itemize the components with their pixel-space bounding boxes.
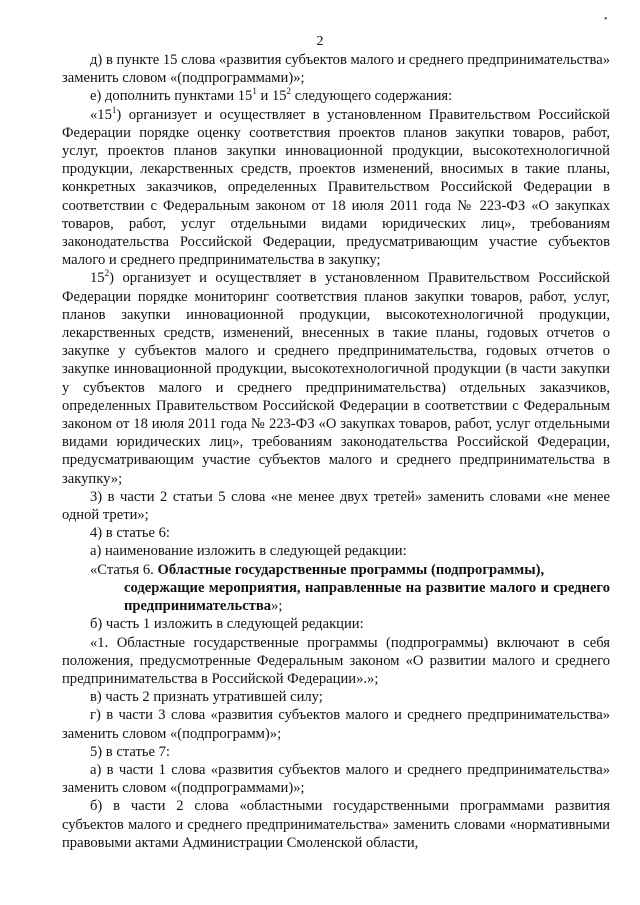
article-6-heading: «Статья 6. Областные государственные программы (подпрограммы), содержащие мероприятия, направленные на развитие малого и среднего предпринимательства»;	[90, 561, 610, 615]
paragraph-item-15-2: $15^2$) организует и осуществляет в установленном Правительством Российской Федерации порядке мониторинг соответствия планов закупки товаров, работ, услуг, планов закупки инновационной продукции, высокотехнологичной продукции, лекарственных средств, изменений, внесенных в такие планы, годовых отчетов о закупке у субъектов малого и среднего предпринимательства, годовых отчетов о закупке инновационной продукции, высокотехнологичной продукции (в части закупки у субъектов малого и среднего предпринимательства) отдельных заказчиков, определенных Правительством Российской Федерации в соответствии с Федеральным законом от 18 июля 2011 года № 223-ФЗ «О закупках товаров, работ, услуг отдельными видами юридических лиц», требованиям законодательства Российской Федерации, предусматривающим участие субъектов малого и среднего предпринимательства в закупку»;	[62, 268, 610, 487]
corner-mark: •	[604, 14, 608, 25]
paragraph-5: 5) в статье 7:	[90, 743, 170, 760]
paragraph-item-15-1: «$15^1$) организует и осуществляет в установленном Правительством Российской Федерации порядке оценку соответствия проектов планов закупки товаров, работ, услуг, проектов планов закупки инновационной продукции, высокотехнологичной продукции, лекарственных средств, проектов изменений, вносимых в такие планы, конкретных заказчиков, определенных Правительством Российской Федерации в соответствии с Федеральным законом от 18 июля 2011 года № 223-ФЗ «О закупках товаров, работ, услуг отдельными видами юридических лиц», требованиям законодательства Российской Федерации, предусматривающим участие субъектов малого и среднего предпринимательства в закупку;	[62, 104, 610, 269]
paragraph-4a: а) наименование изложить в следующей редакции:	[90, 543, 407, 560]
paragraph-d: д) в пункте 15 слова «развития субъектов малого и среднего предпринимательства» заменить словом «(подпрограммами)»;	[62, 52, 610, 87]
paragraph-4: 4) в статье 6:	[90, 525, 170, 542]
paragraph-4b: б) часть 1 изложить в следующей редакции:	[90, 616, 364, 633]
paragraph-4b-text: «1. Областные государственные программы (подпрограммы) включают в себя положения, предусмотренные Федеральным законом «О развитии малого и среднего предпринимательства в Российской Федерации».»;	[62, 634, 610, 687]
paragraph-5b: б) в части 2 слова «областными государственными программами развития субъектов малого и среднего предпринимательства» заменить словами «нормативными правовыми актами Администрации Смоленской области,	[62, 798, 610, 851]
paragraph-3: 3) в части 2 статьи 5 слова «не менее двух третей» заменить словами «не менее одной трети»;	[62, 488, 610, 524]
paragraph-5a: а) в части 1 слова «развития субъектов малого и среднего предпринимательства» заменить словом «(подпрограммами)»;	[62, 761, 610, 797]
paragraph-e: е) дополнить пунктами $15^1$ и $15^2$ следующего содержания:	[90, 86, 453, 105]
paragraph-4g: г) в части 3 слова «развития субъектов малого и среднего предпринимательства» заменить словом «(подпрограмм)»;	[62, 707, 610, 742]
document-body	[62, 51, 610, 852]
paragraph-4v: в) часть 2 признать утратившей силу;	[90, 689, 323, 706]
page-number: 2	[316, 34, 324, 49]
